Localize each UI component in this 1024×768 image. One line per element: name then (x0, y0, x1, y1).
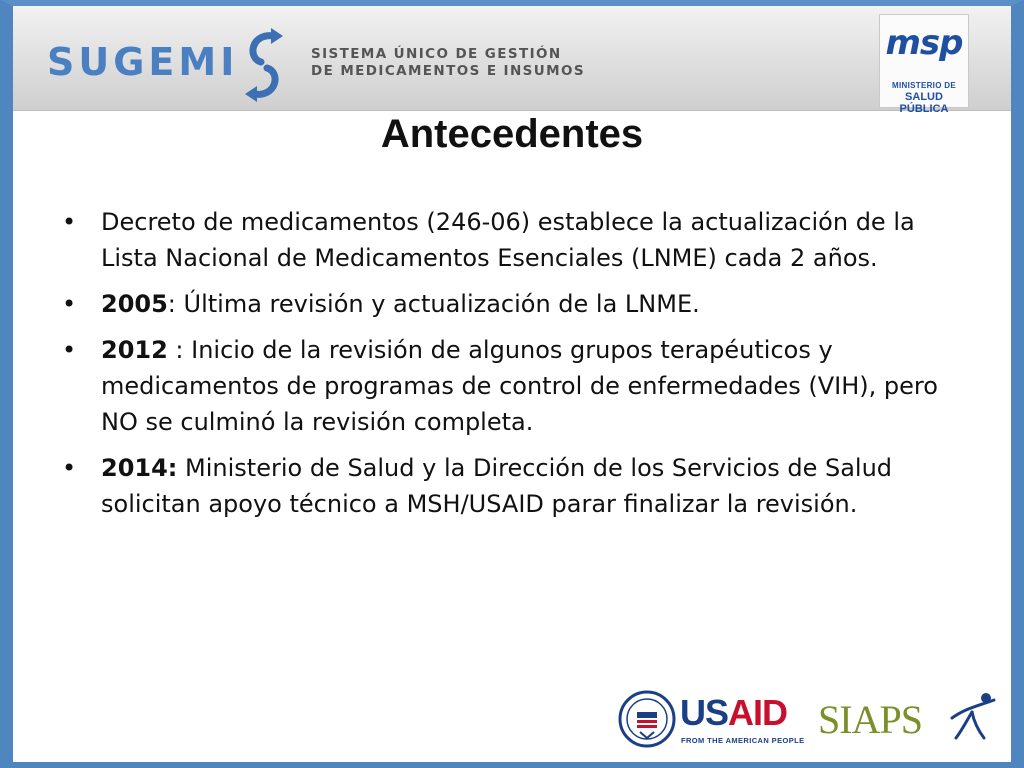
sugemi-tagline-line-1: SISTEMA ÚNICO DE GESTIÓN (311, 46, 562, 62)
usaid-tagline: FROM THE AMERICAN PEOPLE (681, 736, 805, 745)
header-band (13, 6, 1011, 111)
bullet-text: : Inicio de la revisión de algunos grupos terapéuticos y medicamentos de programas de control de enfermedades (VIH), pero NO se culminó la revisión completa. (101, 336, 938, 436)
bullet-text: Ministerio de Salud y la Dirección de los Servicios de Salud solicitan apoyo técnico a MSH/USAID parar finalizar la revisión. (101, 454, 893, 518)
sugemi-cycle-icon (239, 28, 289, 102)
bullet-dot: • (62, 290, 77, 318)
siaps-logo-text: SIAPS (818, 697, 922, 742)
msp-logo (879, 14, 969, 115)
sugemi-tagline (311, 46, 585, 80)
bullet-text: : Última revisión y actualización de la LNME. (167, 290, 700, 318)
bullet-year: 2005 (101, 290, 168, 318)
siaps-figure-icon (948, 690, 996, 742)
msp-logo-line-1: MINISTERIO DE (892, 81, 956, 90)
usaid-logo-aid: AID (728, 692, 788, 733)
sugemi-tagline-line-2: DE MEDICAMENTOS E INSUMOS (311, 63, 585, 79)
bullet-item-decreto (62, 204, 962, 276)
slide-title: Antecedentes (380, 112, 644, 156)
msp-logo-line-2: SALUD PÚBLICA (899, 91, 949, 115)
bullet-year: 2014: (101, 454, 178, 482)
bullet-dot: • (62, 208, 77, 236)
bullet-text: Decreto de medicamentos (246-06) establece la actualización de la Lista Nacional de Medicamentos Esenciales (LNME) cada 2 años. (101, 208, 915, 272)
bullet-item-2005 (62, 286, 962, 322)
usaid-seal-icon (618, 690, 676, 748)
bullet-list (62, 204, 962, 532)
footer-logos (618, 688, 998, 756)
usaid-logo-us: US (680, 692, 729, 733)
bullet-item-2014 (62, 450, 962, 522)
bullet-dot: • (62, 454, 77, 482)
bullet-dot: • (62, 336, 77, 364)
usaid-logo-text (680, 692, 787, 734)
msp-logo-text: msp (885, 23, 963, 63)
bullet-item-2012 (62, 332, 962, 440)
sugemi-logo-text: SUGEMI (47, 40, 239, 84)
bullet-year: 2012 (101, 336, 168, 364)
